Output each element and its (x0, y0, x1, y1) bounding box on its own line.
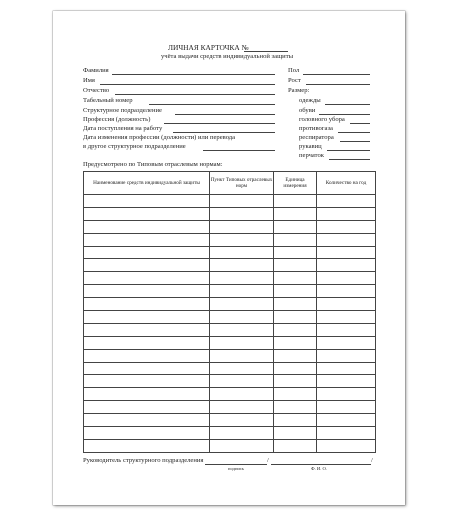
table-cell[interactable] (210, 427, 274, 440)
field-tabnum-label: Табельный номер (83, 97, 133, 104)
table-cell[interactable] (274, 323, 317, 336)
table-row (84, 414, 376, 427)
form-page (53, 11, 405, 505)
table-row (84, 285, 376, 298)
table-row (84, 259, 376, 272)
field-profession-line (164, 123, 275, 124)
table-cell[interactable] (210, 362, 274, 375)
table-row (84, 401, 376, 414)
col-header-unit: Единица измерения (274, 172, 317, 195)
field-tabnum-line (149, 104, 275, 105)
table-cell[interactable] (317, 414, 376, 427)
table-cell[interactable] (210, 336, 274, 349)
table-cell[interactable] (274, 311, 317, 324)
table-row (84, 272, 376, 285)
table-cell[interactable] (317, 233, 376, 246)
size-clothes-label: одежды (299, 97, 321, 104)
table-cell[interactable] (210, 207, 274, 220)
footer-fio-line (271, 464, 371, 465)
table-cell[interactable] (317, 220, 376, 233)
field-transfer-dept-label: в другое структурное подразделение (83, 143, 186, 150)
table-cell[interactable] (317, 401, 376, 414)
field-name-line (100, 84, 275, 85)
field-profession-label: Профессия (должность) (83, 116, 151, 123)
card-number-line (244, 51, 288, 52)
table-cell[interactable] (274, 298, 317, 311)
table-row (84, 220, 376, 233)
table-cell[interactable] (274, 414, 317, 427)
table-cell[interactable] (317, 311, 376, 324)
table-cell[interactable] (210, 220, 274, 233)
table-cell[interactable] (317, 427, 376, 440)
col-header-quantity: Количество на год (317, 172, 376, 195)
size-headwear-label: головного убора (299, 116, 345, 123)
size-gloves-line (329, 159, 370, 160)
table-cell[interactable] (210, 298, 274, 311)
field-hire-date-label: Дата поступления на работу (83, 125, 163, 132)
table-cell[interactable] (84, 401, 210, 414)
table-cell[interactable] (210, 388, 274, 401)
table-cell[interactable] (274, 336, 317, 349)
table-cell[interactable] (84, 388, 210, 401)
table-cell[interactable] (210, 375, 274, 388)
ppe-table (83, 171, 376, 453)
table-cell[interactable] (274, 220, 317, 233)
table-cell[interactable] (274, 246, 317, 259)
table-cell[interactable] (210, 285, 274, 298)
table-cell[interactable] (274, 195, 317, 208)
table-cell[interactable] (84, 285, 210, 298)
field-transfer-line (203, 150, 275, 151)
table-row (84, 323, 376, 336)
table-cell[interactable] (274, 233, 317, 246)
table-cell[interactable] (84, 375, 210, 388)
field-hire-date-line (173, 132, 275, 133)
size-mittens-label: рукавиц (299, 143, 322, 150)
size-respirator-label: респиратора (299, 134, 334, 141)
size-headwear-line (350, 123, 370, 124)
table-row (84, 427, 376, 440)
table-cell[interactable] (274, 439, 317, 452)
table-cell[interactable] (210, 233, 274, 246)
table-cell[interactable] (274, 349, 317, 362)
table-cell[interactable] (274, 285, 317, 298)
field-department-line (175, 114, 275, 115)
table-cell[interactable] (210, 311, 274, 324)
field-height-line (306, 84, 370, 85)
size-mittens-line (327, 150, 370, 151)
table-cell[interactable] (274, 388, 317, 401)
table-cell[interactable] (274, 401, 317, 414)
table-cell[interactable] (84, 195, 210, 208)
field-surname-label: Фамилия (83, 67, 109, 74)
size-gasmask-line (338, 132, 370, 133)
table-cell[interactable] (210, 349, 274, 362)
table-cell[interactable] (317, 323, 376, 336)
table-row (84, 195, 376, 208)
table-cell[interactable] (84, 323, 210, 336)
col-header-name: Наименование средств индивидуальной защиты (84, 172, 210, 195)
footer-slash-1: / (267, 457, 269, 464)
table-cell[interactable] (84, 414, 210, 427)
table-cell[interactable] (317, 362, 376, 375)
table-cell[interactable] (274, 375, 317, 388)
footer-manager-label: Руководитель структурного подразделения (83, 457, 204, 464)
table-row (84, 349, 376, 362)
table-cell[interactable] (84, 246, 210, 259)
field-department-label: Структурное подразделение (83, 107, 162, 114)
table-row (84, 336, 376, 349)
table-cell[interactable] (84, 362, 210, 375)
table-body (84, 195, 376, 453)
table-cell[interactable] (317, 285, 376, 298)
table-cell[interactable] (84, 272, 210, 285)
table-cell[interactable] (84, 298, 210, 311)
table-cell[interactable] (84, 439, 210, 452)
table-cell[interactable] (274, 427, 317, 440)
field-size-label: Размер: (288, 87, 310, 94)
table-cell[interactable] (317, 388, 376, 401)
table-cell[interactable] (317, 375, 376, 388)
table-row (84, 207, 376, 220)
table-row (84, 298, 376, 311)
table-cell[interactable] (274, 272, 317, 285)
field-patronymic-label: Отчество (83, 87, 110, 94)
table-cell[interactable] (317, 349, 376, 362)
table-row (84, 362, 376, 375)
table-cell[interactable] (274, 362, 317, 375)
table-cell[interactable] (210, 259, 274, 272)
table-cell[interactable] (84, 207, 210, 220)
table-cell[interactable] (317, 246, 376, 259)
footer-slash-2: / (371, 457, 373, 464)
table-cell[interactable] (317, 298, 376, 311)
field-patronymic-line (115, 94, 275, 95)
table-cell[interactable] (84, 427, 210, 440)
size-shoes-label: обуви (299, 107, 316, 114)
table-row (84, 246, 376, 259)
table-cell[interactable] (317, 336, 376, 349)
footer-signature-caption: подпись (228, 466, 245, 471)
table-cell[interactable] (317, 195, 376, 208)
table-cell[interactable] (317, 259, 376, 272)
table-cell[interactable] (274, 259, 317, 272)
table-cell[interactable] (210, 272, 274, 285)
size-shoes-line (319, 114, 370, 115)
field-gender-line (303, 74, 370, 75)
field-name-label: Имя (83, 77, 95, 84)
size-gloves-label: перчаток (299, 152, 324, 159)
table-cell[interactable] (210, 439, 274, 452)
size-respirator-line (340, 141, 370, 142)
footer-signature-line (205, 464, 267, 465)
table-row (84, 388, 376, 401)
table-caption: Предусмотрено по Типовым отраслевым нормам: (83, 161, 223, 168)
table-cell[interactable] (317, 272, 376, 285)
table-cell[interactable] (317, 207, 376, 220)
table-row (84, 375, 376, 388)
table-cell[interactable] (210, 246, 274, 259)
field-surname-line (112, 74, 275, 75)
table-row (84, 233, 376, 246)
table-cell[interactable] (210, 414, 274, 427)
table-row (84, 439, 376, 452)
field-transfer-date-label: Дата изменения профессии (должности) или перевода (83, 134, 236, 141)
table-cell[interactable] (84, 220, 210, 233)
table-header-row (84, 172, 376, 195)
size-clothes-line (325, 104, 370, 105)
table-cell[interactable] (84, 336, 210, 349)
field-gender-label: Пол (288, 67, 300, 74)
table-row (84, 311, 376, 324)
table-cell[interactable] (84, 233, 210, 246)
size-gasmask-label: противогаза (299, 125, 333, 132)
table-cell[interactable] (84, 311, 210, 324)
table-cell[interactable] (210, 401, 274, 414)
table-cell[interactable] (84, 259, 210, 272)
field-height-label: Рост (288, 77, 301, 84)
table-cell[interactable] (317, 439, 376, 452)
table-cell[interactable] (210, 195, 274, 208)
table-cell[interactable] (84, 349, 210, 362)
form-title: ЛИЧНАЯ КАРТОЧКА № (168, 43, 249, 52)
table-cell[interactable] (274, 207, 317, 220)
col-header-norm-item: Пункт Типовых отраслевых норм (210, 172, 274, 195)
table-cell[interactable] (210, 323, 274, 336)
form-subtitle: учёта выдачи средств индивидуальной защиты (161, 53, 294, 60)
footer-fio-caption: Ф. И. О. (311, 466, 328, 471)
